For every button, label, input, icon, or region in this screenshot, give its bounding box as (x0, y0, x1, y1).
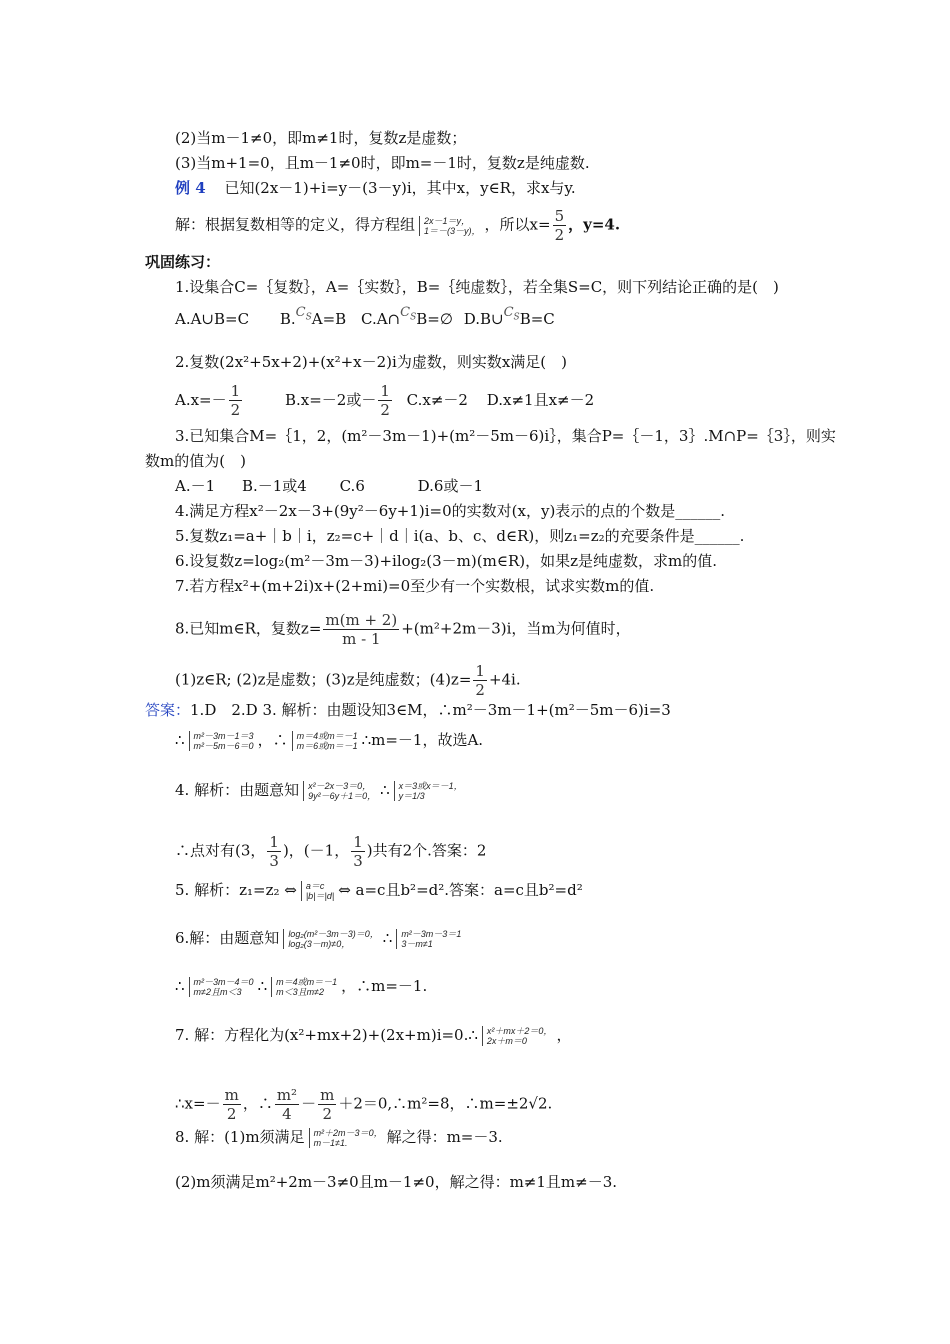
question-2-options (175, 382, 594, 419)
question-3-options (175, 476, 483, 496)
question-3-line-2: 数m的值为( ) (145, 452, 246, 470)
fraction-x: $\frac{5}{2}$ (554, 207, 565, 244)
q1-option-a: A.A∪B=C (175, 310, 250, 328)
q1-option-d: $D.B\cup C_SB=C$ (463, 305, 555, 328)
answer-8: 8. 解：(1)m须满足 m²＋2m－3＝0， m－1≠1. 解之得：m=－3. (175, 1128, 503, 1148)
question-8: 8.已知m∈R，复数z= $\frac{m(m + 2)}{m - 1}$ +(m²+2m－3)i，当m为何值时， (175, 611, 631, 648)
equation-system: 2x－1＝y， 1＝－(3－y)， (419, 216, 481, 236)
answer-8-part-2: (2)m须满足m²+2m－3≠0且m－1≠0，解之得：m≠1且m≠－3. (175, 1173, 618, 1191)
q1-option-b: $B.C_SA=B$ (279, 305, 347, 328)
q3-option-a: A.－1 (175, 477, 216, 495)
q2-option-c: C.x≠－2 (406, 390, 468, 409)
intro-line-3: (3)当m+1=0，且m－1≠0时，即m=－1时，复数z是纯虚数. (175, 154, 590, 172)
example-problem: 已知(2x－1)+i=y－(3－y)i，其中x，y∈R，求x与y. (224, 179, 576, 197)
answer-3-systems: ∴ m²－3m－1＝3 m²－5m－6＝0 ，∴ m＝4或m＝－1 m＝6或m＝－1 ∴m=－1，故选A. (175, 731, 484, 751)
answer-4: 4. 解析：由题意知 x²－2x－3＝0， 9y²－6y＋1＝0， ∴ x＝3或x＝－1， y＝1/3 (175, 781, 463, 801)
complement-symbol: $C_S$ (295, 305, 312, 323)
q3-option-c: C.6 (339, 477, 365, 495)
answers-label: 答案： (145, 701, 191, 719)
question-4: 4.满足方程x²－2x－3+(9y²－6y+1)i=0的实数对(x，y)表示的点的个数是______. (175, 502, 726, 520)
answer-6: 6.解：由题意知 log₂(m²－3m－3)＝0， log₂(3－m)≠0， ∴ m²－3m－3＝1 3－m≠1 (175, 929, 462, 949)
q3-option-b: B.－1或4 (241, 477, 307, 495)
question-6: 6.设复数z=log₂(m²－3m－3)+ilog₂(3－m)(m∈R)，如果z是纯虚数，求m的值. (175, 552, 717, 570)
question-7: 7.若方程x²+(m+2i)x+(2+mi)=0至少有一个实数根，试求实数m的值. (175, 577, 655, 595)
question-2: 2.复数(2x²+5x+2)+(x²+x－2)i为虚数，则实数x满足( ) (175, 353, 567, 371)
answer-7-result: ∴x=－ $\frac{m}{2}$ ，∴ $\frac{\text{m²}}{4}$ － $\frac{m}{2}$ ＋2＝0,∴m²=8，∴m=±2√2. (175, 1086, 553, 1123)
complement-symbol: $C_S$ (400, 305, 417, 323)
q1-option-c: $C.A\cap C_SB=\emptyset$ (361, 305, 453, 328)
question-5: 5.复数z₁=a+｜b｜i，z₂=c+｜d｜i(a、b、c、d∈R)，则z₁=z₂的充要条件是______. (175, 527, 745, 545)
answer-6-result: ∴ m²－3m－4＝0 m≠2且m＜3 ∴ m＝4或m＝－1 m＜3且m≠2 ，∴m=－1. (175, 977, 428, 997)
practice-title: 巩固练习： (145, 253, 221, 271)
example-label: 例 4 (175, 179, 206, 197)
q2-option-d: D.x≠1且x≠－2 (486, 390, 595, 409)
example-solution (175, 207, 620, 244)
solution-pre: 解：根据复数相等的定义，得方程组 (175, 215, 416, 234)
question-8-subparts: (1)z∈R; (2)z是虚数；(3)z是纯虚数；(4)z= $\frac{1}{2}$ +4i. (175, 662, 521, 699)
q3-option-d: D.6或－1 (417, 477, 484, 495)
answers-line-1: 答案：1.D 2.D 3. 解析：由题设知3∈M，∴m²－3m－1+(m²－5m－6)i=3 (145, 701, 671, 719)
solution-post: ，y=4. (568, 215, 621, 234)
solution-mid: ，所以x= (484, 215, 551, 234)
fraction-z: $\frac{m(m + 2)}{m - 1}$ (325, 611, 398, 648)
answer-5: 5. 解析：z₁=z₂ ⇔ a＝c |b|＝|d| ⇔ a=c且b²=d².答案：a=c且b²=d² (175, 881, 583, 901)
example-4 (175, 178, 576, 198)
answer-4-points: ∴点对有(3， $\frac{1}{3}$ )，(－1， $\frac{1}{3}$ )共有2个.答案：2 (175, 833, 487, 870)
question-3-line-1: 3.已知集合M=｛1，2，(m²－3m－1)+(m²－5m－6)i｝，集合P=｛－1，3｝.M∩P=｛3｝，则实 (175, 427, 836, 445)
answer-7: 7. 解：方程化为(x²+mx+2)+(2x+m)i=0.∴ x²＋mx＋2＝0， 2x＋m＝0 ， (175, 1026, 572, 1046)
intro-line-2: (2)当m－1≠0，即m≠1时，复数z是虚数； (175, 129, 467, 147)
q2-option-b: B.x=－2或－ $\frac{1}{2}$ (284, 382, 390, 419)
complement-symbol: $C_S$ (503, 305, 520, 323)
question-1: 1.设集合C=｛复数｝，A=｛实数｝，B=｛纯虚数｝，若全集S=C，则下列结论正确的是( ) (175, 278, 779, 296)
question-1-options (175, 305, 555, 336)
q2-option-a: A.x=－ $\frac{1}{2}$ (175, 382, 241, 419)
